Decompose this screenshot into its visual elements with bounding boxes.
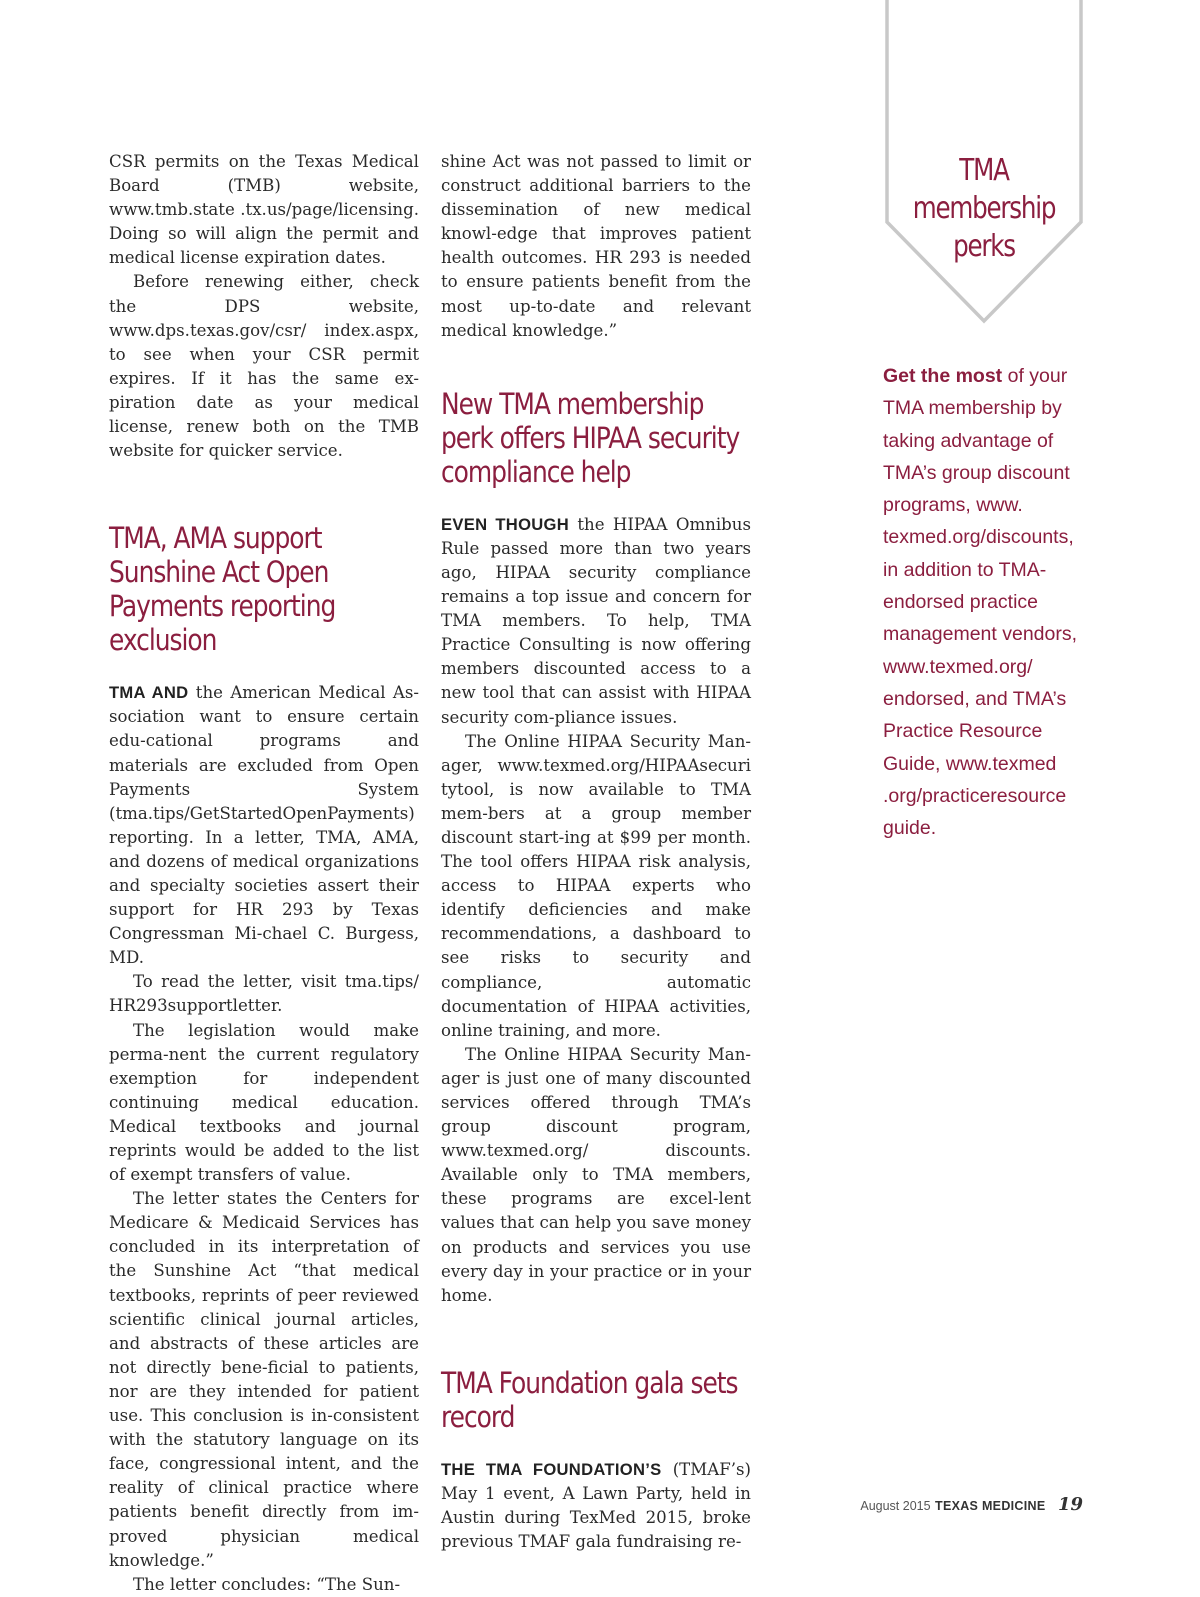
- headline-foundation-gala: TMA Foundation gala sets record: [441, 1365, 738, 1434]
- page-number: 19: [1057, 1494, 1083, 1515]
- hipaa-paragraph-1: [441, 513, 751, 730]
- gala-paragraph-1-text: (TMAF’s) May 1 event, A Lawn Party, held in Austin during TexMed 2015, broke previous TMAF gala fundraising re-: [441, 1459, 751, 1552]
- sunshine-paragraph-1-text: the American Medical As-sociation want to ensure certain edu-cational programs and materials are excluded from Open Payments System (tma.tips/GetStartedOpenPayments) reporting. In a letter, TMA, AMA, and dozens of medical organizations and specialty societies assert their support for HR 293 by Texas Congressman Mi-chael C. Burgess, MD.: [109, 683, 420, 968]
- headline-sunshine-act: TMA, AMA support Sunshine Act Open Payments reporting exclusion: [109, 521, 336, 658]
- footer-magazine-name: TEXAS MEDICINE: [935, 1499, 1046, 1513]
- sunshine-paragraph-3: The legislation would make perma-nent the current regulatory exemption for independent continuing medical education. Medical textbooks and journal reprints would be added to the list of exempt transfers of value.: [109, 1020, 419, 1185]
- hipaa-paragraph-3: The Online HIPAA Security Man-ager is just one of many discounted services offered through TMA’s group discount program, www.texmed.org/ discounts. Available only to TMA members, these programs are excel-lent values that can help you save money on products and services you use every day in your practice or in your home.: [441, 1044, 751, 1305]
- column-2: [441, 150, 751, 1554]
- hipaa-paragraph-1-text: the HIPAA Omnibus Rule passed more than two years ago, HIPAA security compliance remains a top issue and concern for TMA members. To help, TMA Practice Consulting is now offering members discounted access to a new tool that can assist with HIPAA security com-pliance issues.: [441, 514, 752, 727]
- col1-paragraph-2: Before renewing either, check the DPS website, www.dps.texas.gov/csr/ index.aspx, to see when your CSR permit expires. If it has the same ex-piration date as your medical license, renew both on the TMB website for quicker service.: [109, 272, 419, 461]
- sunshine-lead-in: TMA AND: [109, 683, 189, 703]
- gala-lead-in: THE TMA FOUNDATION’S: [441, 1459, 662, 1479]
- headline-hipaa: New TMA membership perk offers HIPAA security compliance help: [441, 386, 740, 489]
- hipaa-paragraph-2: The Online HIPAA Security Man-ager, www.texmed.org/HIPAAsecuri tytool, is now available to TMA mem-bers at a group member discount start-ing at $99 per month. The tool offers HIPAA risk analysis, access to HIPAA experts who identify deficiencies and make recommendations, a dashboard to see risks to security and compliance, automatic documentation of HIPAA activities, online training, and more.: [441, 731, 751, 1040]
- hipaa-lead-in: EVEN THOUGH: [441, 514, 570, 534]
- col2-paragraph-1: shine Act was not passed to limit or construct additional barriers to the dissemination of new medical knowl-edge that improves patient health outcomes. HR 293 is needed to ensure patients benefit from the most up-to-date and relevant medical knowledge.”: [441, 152, 751, 340]
- sunshine-paragraph-5: The letter concludes: “The Sun-: [133, 1574, 401, 1594]
- perks-title: TMA membership perks: [912, 153, 1056, 264]
- page-footer: [860, 1494, 1083, 1515]
- column-1: [109, 150, 419, 1597]
- gala-paragraph-1: [441, 1458, 751, 1554]
- sunshine-paragraph-2: To read the letter, visit tma.tips/ HR293supportletter.: [109, 972, 419, 1016]
- sunshine-paragraph-1: [109, 681, 419, 970]
- perks-sidebar-text: [883, 360, 1093, 844]
- footer-issue-date: August 2015: [860, 1499, 931, 1513]
- col1-paragraph-1: CSR permits on the Texas Medical Board (TMB) website, www.tmb.state .tx.us/page/licensing. Doing so will align the permit and medical license expiration dates.: [109, 152, 419, 268]
- perks-lead-in: Get the most: [883, 365, 1003, 387]
- perks-body: of your TMA membership by taking advantage of TMA’s group discount programs, www. texmed.org/discounts, in addition to TMA-endorsed practice management vendors, www.texmed.org/ endorsed, and TMA’s Practice Resource Guide, www.texmed .org/practiceresource guide.: [883, 365, 1078, 840]
- sunshine-paragraph-4: The letter states the Centers for Medicare & Medicaid Services has concluded in its interpretation of the Sunshine Act “that medical textbooks, reprints of peer reviewed scientific clinical journal articles, and abstracts of these articles are not directly bene-ficial to patients, nor are they intended for patient use. This conclusion is in-consistent with the statutory language on its face, congressional intent, and the reality of clinical practice where patients benefit directly from im-proved physician medical knowledge.”: [109, 1189, 419, 1570]
